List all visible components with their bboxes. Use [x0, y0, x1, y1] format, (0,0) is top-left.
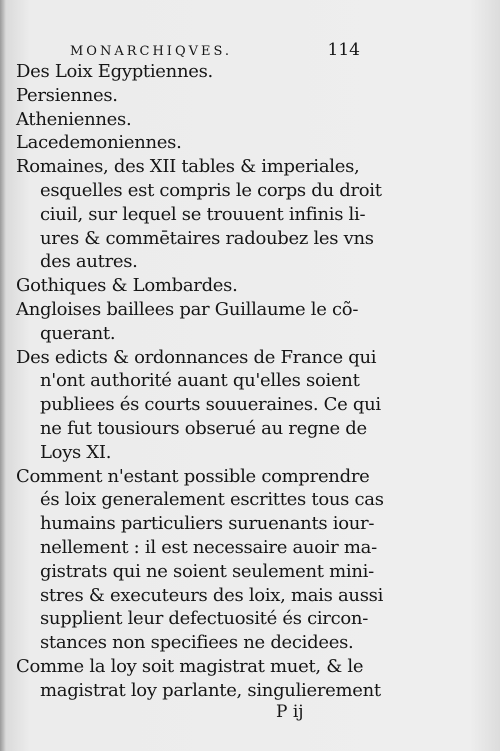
text-line: supplient leur defectuosité és circon-	[40, 608, 368, 630]
text-line: stres & executeurs des loix, mais aussi	[40, 584, 384, 606]
text-line: humains particuliers suruenants iour-	[40, 513, 375, 535]
page-gutter-shadow	[0, 0, 6, 751]
page-header	[70, 40, 360, 60]
text-line: nellement : il est necessaire auoir ma-	[40, 536, 377, 558]
text-line: Lacedemoniennes.	[16, 132, 182, 154]
text-line: Comment n'estant possible comprendre	[16, 465, 370, 487]
text-line: stances non specifiees ne decidees.	[40, 632, 354, 654]
text-line: Angloises baillees par Guillaume le cõ-	[16, 298, 359, 320]
text-line: Comme la loy soit magistrat muet, & le	[16, 655, 364, 677]
text-line: publiees és courts souueraines. Ce qui	[40, 394, 381, 416]
page-number: 114	[327, 40, 360, 60]
text-line: Persiennes.	[16, 84, 118, 106]
signature-mark: P ij	[276, 702, 304, 722]
text-line: Romaines, des XII tables & imperiales,	[16, 156, 360, 178]
text-line: Atheniennes.	[16, 108, 132, 130]
text-line: des autres.	[40, 251, 138, 273]
text-line: és loix generalement escrittes tous cas	[40, 489, 384, 511]
running-head: MONARCHIQVES.	[70, 44, 233, 59]
text-line: Loys XI.	[40, 441, 112, 463]
text-line: Des edicts & ordonnances de France qui	[16, 346, 377, 368]
text-line: esquelles est compris le corps du droit	[40, 179, 382, 201]
text-line: Gothiques & Lombardes.	[16, 275, 238, 297]
text-line: n'ont authorité auant qu'elles soient	[40, 370, 360, 392]
text-line: ures & commētaires radoubez les vns	[40, 227, 374, 249]
text-line: querant.	[40, 322, 116, 344]
text-line: ne fut tousiours obserué au regne de	[40, 417, 367, 439]
text-line: Des Loix Egyptiennes.	[16, 61, 213, 82]
body-text	[16, 60, 384, 703]
text-line: gistrats qui ne soient seulement mini-	[40, 560, 374, 582]
text-line: magistrat loy parlante, singulierement	[40, 679, 381, 701]
text-line: ciuil, sur lequel se trouuent infinis li-	[40, 203, 366, 225]
